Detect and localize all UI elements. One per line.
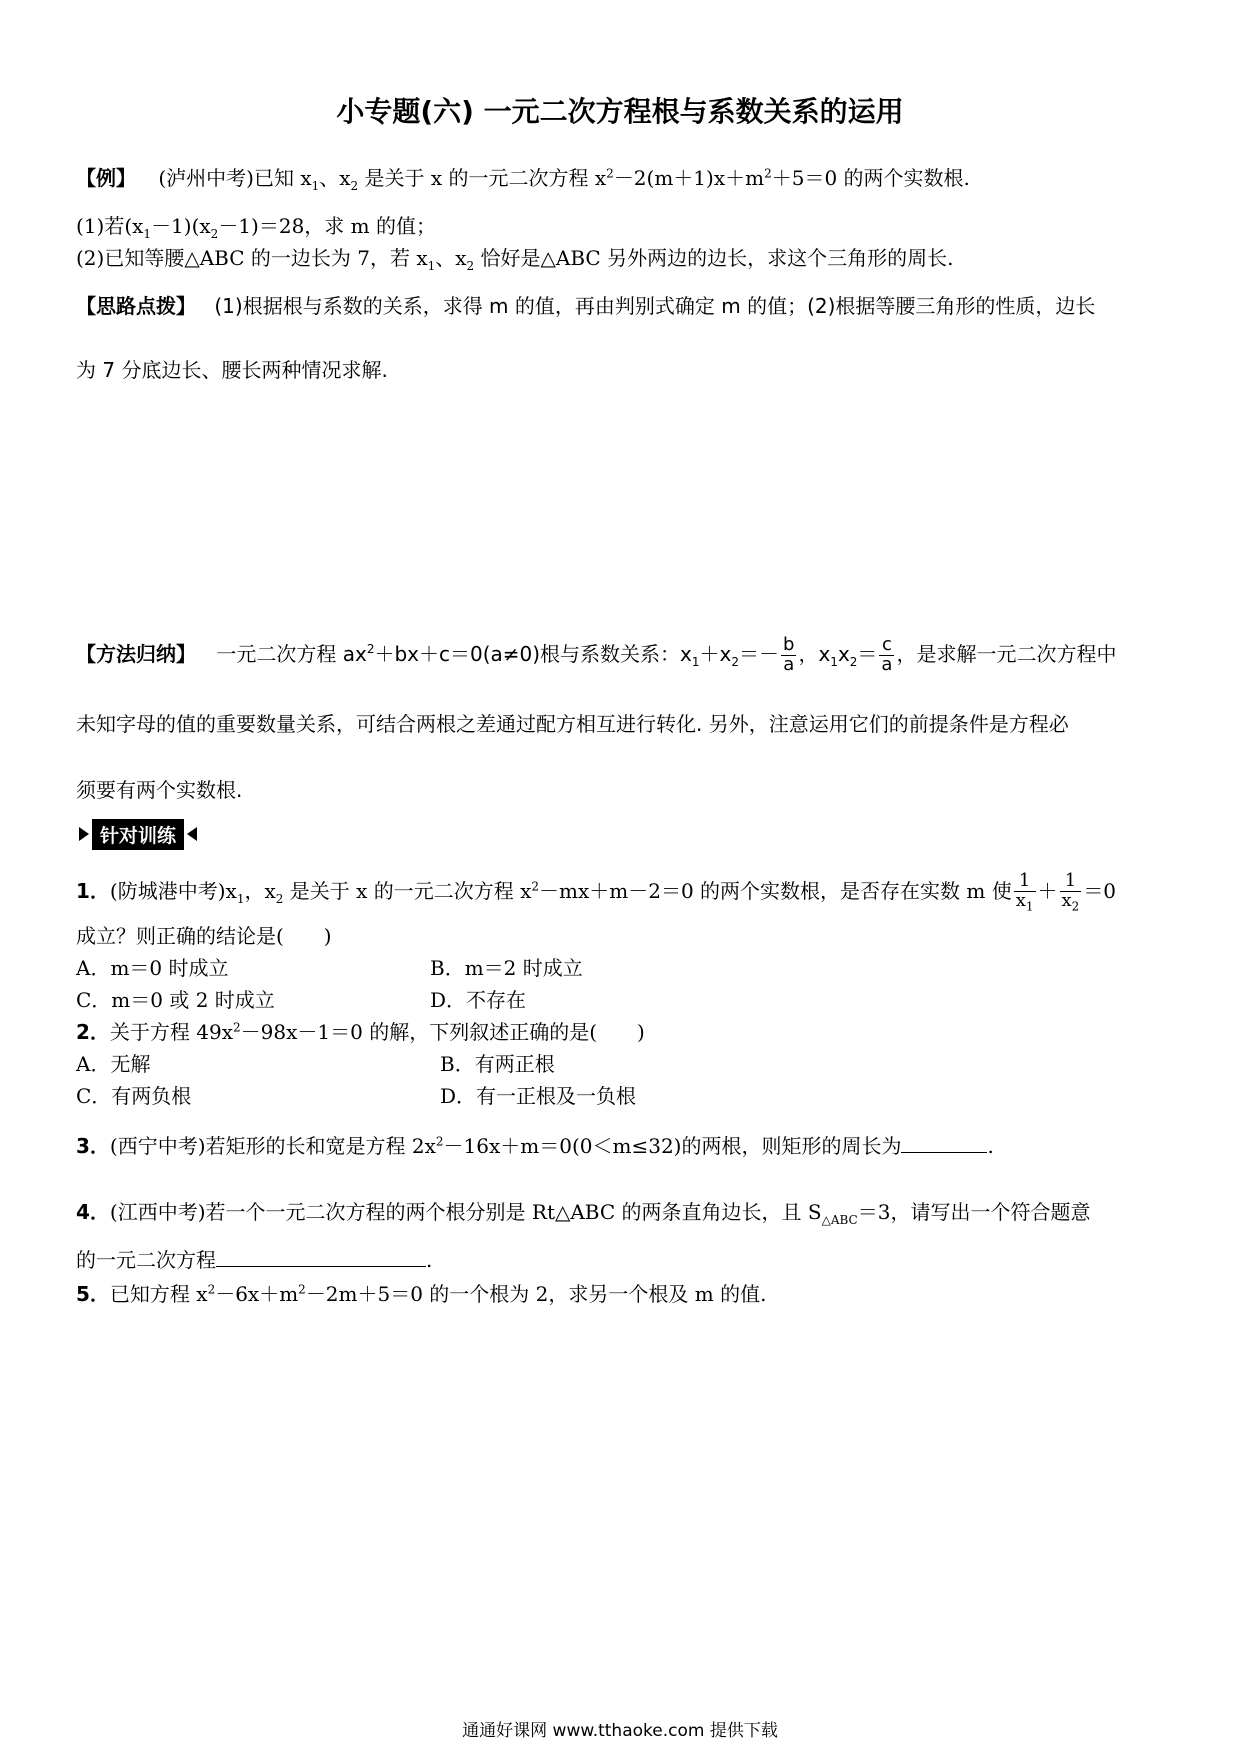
example-label: 【例】 (76, 166, 136, 190)
example-source: (泸州中考) (158, 166, 254, 190)
example-question-1: (1)若$(x_1-1)(x_2-1)=28$，求 m 的值； (76, 214, 436, 241)
problem-2-option-d: D．有一正根及一负根 (440, 1084, 637, 1108)
method-line-2: 未知字母的值的重要数量关系，可结合两根之差通过配方相互进行转化. 另外，注意运用它们的前提条件是方程必 (76, 712, 1069, 736)
problem-5: 5．已知方程 $x^2-6x+m^2-2m+5=0$ 的一个根为 2，求另一个根及 m 的值. (76, 1282, 767, 1306)
hint-line-2: 为 7 分底边长、腰长两种情况求解. (76, 358, 388, 382)
example-line: 【例】 (泸州中考)已知 $x_1$、$x_2$ 是关于 x 的一元二次方程 $x^2-2(m+1)x+m^2+5=0$ 的两个实数根. (76, 166, 970, 193)
problem-1-option-c: C．m＝0 或 2 时成立 (76, 988, 275, 1012)
problem-1-option-b: B．m＝2 时成立 (430, 956, 583, 980)
problem-4: 4．(江西中考)若一个一元二次方程的两个根分别是 Rt△ABC 的两条直角边长，且 $S_{\triangle ABC}=3$，请写出一个符合题意 (76, 1200, 1091, 1227)
problem-2-option-a: A．无解 (76, 1052, 151, 1076)
problem-1: 1．(防城港中考)$x_1$，$x_2$ 是关于 x 的一元二次方程 $x^2-mx+m-2=0$ 的两个实数根，是否存在实数 m 使 $\frac{1}{x_1}$ ＋ $\frac{1}{x_2}$ ＝0 (76, 870, 1117, 914)
training-banner (76, 820, 200, 848)
method-label: 【方法归纳】 (76, 641, 196, 666)
problem-2: 2．关于方程 $49x^2-98x-1=0$ 的解，下列叙述正确的是( ) (76, 1020, 645, 1044)
problem-1-line-2: 成立？则正确的结论是( ) (76, 924, 332, 948)
fraction-1-over-x2: $\frac{1}{x_2}$ (1061, 870, 1080, 914)
page-title: 小专题(六) 一元二次方程根与系数关系的运用 (336, 95, 904, 128)
method-line-3: 须要有两个实数根. (76, 778, 243, 802)
triangle-right-icon (79, 827, 89, 841)
problem-1-option-d: D．不存在 (430, 988, 527, 1012)
triangle-left-icon (187, 827, 197, 841)
problem-2-option-b: B．有两正根 (440, 1052, 555, 1076)
fraction-b-over-a: $\frac{b}{a}$ (783, 634, 795, 675)
answer-blank[interactable] (901, 1152, 987, 1153)
training-banner-label: 针对训练 (92, 819, 184, 850)
problem-4-line-2: 的一元二次方程 . (76, 1248, 433, 1272)
hint-label: 【思路点拨】 (76, 294, 196, 318)
fraction-1-over-x1: $\frac{1}{x_1}$ (1015, 870, 1034, 914)
hint-line-1: 【思路点拨】 (1)根据根与系数的关系，求得 m 的值，再由判别式确定 m 的值；(2)根据等腰三角形的性质，边长 (76, 294, 1096, 318)
example-question-2: (2)已知等腰△ABC 的一边长为 7，若 $x_1$、$x_2$ 恰好是△ABC 另外两边的边长，求这个三角形的周长. (76, 246, 954, 273)
problem-2-option-c: C．有两负根 (76, 1084, 192, 1108)
method-line-1: 【方法归纳】 一元二次方程 $ax^2+bx+c=0(a\ne 0)$根与系数关系：$x_1+x_2=-$ $\frac{b}{a}$ ，$x_1x_2=$ $\frac{c}{a}$ ，是求解一元二次方程中 (76, 634, 1117, 675)
answer-blank[interactable] (216, 1266, 426, 1267)
problem-3: 3．(西宁中考)若矩形的长和宽是方程 $2x^2-16x+m=0(0<m\le 32)$的两根，则矩形的周长为 . (76, 1134, 994, 1158)
footer-credit: 通通好课网 www.tthaoke.com 提供下载 (462, 1721, 778, 1741)
fraction-c-over-a: $\frac{c}{a}$ (881, 634, 893, 675)
problem-1-option-a: A．m＝0 时成立 (76, 956, 229, 980)
